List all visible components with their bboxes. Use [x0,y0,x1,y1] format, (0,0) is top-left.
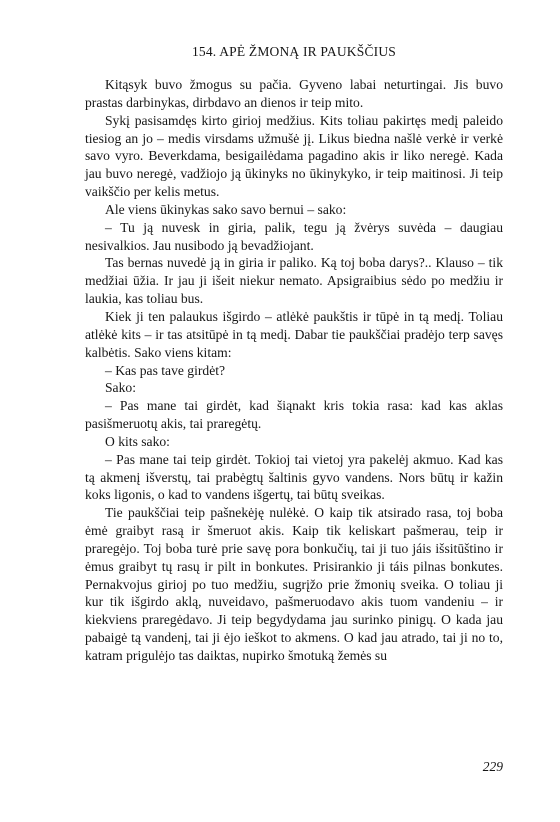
paragraph: – Tu ją nuvesk in giria, palik, tegu ją žvėrys suvėda – daugiau nesivalkios. Jau nusibodo ją bevadžiojant. [85,219,503,253]
book-page [85,0,503,822]
paragraph: O kits sako: [105,433,170,449]
paragraph: Sako: [105,380,136,396]
page-number: 229 [482,759,503,774]
paragraph: Kiek ji ten palaukus išgirdo – atlėkė paukštis ir tūpė in tą medį. Toliau atlėkė kits – ir tas atsitūpė in tą medį. Dabar tie paukščiai pradėjo terp savęs kalbėtis. Sako viens kitam: [85,308,503,360]
paragraph: Kitąsyk buvo žmogus su pačia. Gyveno labai neturtingai. Jis buvo prastas darbinykas, dirbdavo an dienos ir teip mito. [85,77,503,110]
paragraph: Ale viens ūkinykas sako savo bernui – sako: [105,201,347,217]
paragraph: Tas bernas nuvedė ją in giria ir paliko. Ką toj boba darys?.. Klauso – tik medžiai ūžia. Ir jau ji išeit niekur nemato. Apsigraibius sėdo po medžiu ir laukia, kas toliau bus. [85,255,503,307]
paragraph: – Kas pas tave girdėt? [105,362,226,378]
paragraph: Tie paukščiai teip pašnekėję nulėkė. O kaip tik atsirado rasa, toj boba ėmė graibyt rasą ir šmeruot akis. Kaip tik keliskart pašmerau, teip ir praregėjo. Toj boba turė prie savę pora bonkučių, tai ji tuo jáis išsitūštino ir ėmus graibyt tų rasų ir pilt in bonkutes. Prisirankio ji táis pilnas bonkutes. Pernakvojus girioj po tuo medžiu, sugrįžo prie žmonių sveika. O toliau ji kur tik išgirdo aklą, nuveidavo, pašmeruodavo akis tuom vandeniu – ir kiekviens praregėdavo. Ji teip begydydama jau surinko pinigų. O kada jau pabaigė tą vandenį, tai ji ėjo ieškot to akmens. O kad jau atrado, tai ji no to, katram prigulėjo tas daiktas, nupirko šmotuką žemės su [85,505,503,663]
page-title: 154. APĖ ŽMONĄ IR PAUKŠČIUS [191,44,397,59]
page-body [85,76,503,665]
paragraph: Sykį pasisamdęs kirto girioj medžius. Kits toliau pakirtęs medį paleido tiesiog an jo – medis virsdams užmušė jį. Likus biedna našlė verkė ir verkė savo vyro. Beverkdama, besigailėdama pagadino akis ir liko neregė. Kada jau buvo neregė, vadžiojo ją ūkinyks no ūkinykyko, ir teip maitinosi. Ji teip vaikščio per kelis metus. [85,112,503,200]
paragraph: – Pas mane tai teip girdėt. Tokioj tai vietoj yra pakelėj akmuo. Kad kas tą akmenį išverstų, tai prabėgtų šaltinis gyvo vandens. Nors būtų ir kažin koks ligonis, o kad to vandens išgertų, tai būtų sveikas. [85,451,503,503]
paragraph: – Pas mane tai girdėt, kad šiąnakt kris tokia rasa: kad kas aklas pasišmeruotų akis, tai praregėtų. [85,398,503,432]
